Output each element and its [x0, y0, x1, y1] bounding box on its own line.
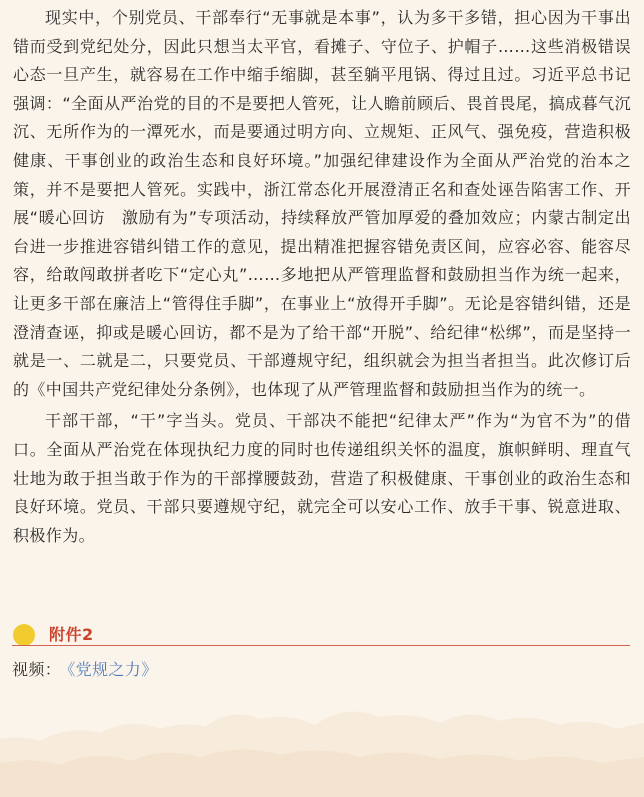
mountain-decoration: [0, 677, 644, 797]
article-paragraph-1: 现实中，个别党员、干部奉行“无事就是本事”，认为多干多错，担心因为干事出错而受到党纪处分，因此只想当太平官，看摊子、守位子、护帽子……这些消极错误心态一旦产生，就容易在工作中缩手缩脚，甚至躺平甩锅、得过且过。习近平总书记强调：“全面从严治党的目的不是要把人管死，让人瞻前顾后、畏首畏尾，搞成暮气沉沉、无所作为的一潭死水，而是要通过明方向、立规矩、正风气、强免疫，营造积极健康、干事创业的政治生态和良好环境。”加强纪律建设作为全面从严治党的治本之策，并不是要把人管死。实践中，浙江常态化开展澄清正名和查处诬告陷害工作、开展“暖心回访 激励有为”专项活动，持续释放严管加厚爱的叠加效应；内蒙古制定出台进一步推进容错纠错工作的意见，提出精准把握容错免责区间，应容必容、能容尽容，给敢闯敢拼者吃下“定心丸”……多地把从严管理监督和鼓励担当作为统一起来，让更多干部在廉洁上“管得住手脚”，在事业上“放得开手脚”。无论是容错纠错，还是澄清查诬，抑或是暖心回访，都不是为了给干部“开脱”、给纪律“松绑”，而是坚持一就是一、二就是二，只要党员、干部遵规守纪，组织就会为担当者担当。此次修订后的《中国共产党纪律处分条例》，也体现了从严管理监督和鼓励担当作为的统一。: [13, 8, 631, 399]
appendix-header: [10, 616, 630, 650]
article-paragraph-2: 干部干部，“干”字当头。党员、干部决不能把“纪律太严”作为“为官不为”的借口。全面从严治党在体现执纪力度的同时也传递组织关怀的温度，旗帜鲜明、理直气壮地为敢于担当敢于作为的干部撑腰鼓劲，营造了积极健康、干事创业的政治生态和良好环境。党员、干部只要遵规守纪，就完全可以安心工作、放手干事、锐意进取、积极作为。: [13, 411, 631, 545]
appendix-divider: [12, 645, 630, 646]
video-link[interactable]: 《党规之力》: [67, 660, 158, 679]
video-label: 视频：: [12, 660, 62, 679]
appendix-dot-icon: [13, 624, 35, 646]
appendix-title: 附件2: [49, 625, 94, 644]
article-body: [13, 4, 631, 550]
